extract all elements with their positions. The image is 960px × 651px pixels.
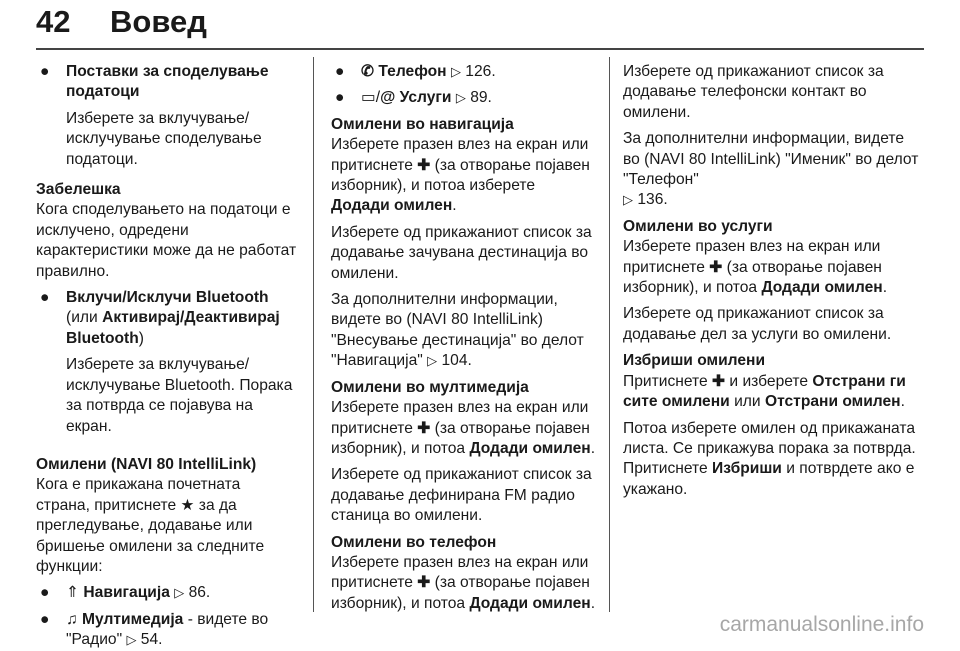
nav-fav-list-text: Изберете од прикажаниот список за додавање зачувана дестинација во омилени. [331, 223, 592, 282]
bullet-icon: ● [335, 89, 345, 107]
phone-fav-info-text: За дополнителни информации, видете во (NAVI 80 IntelliLink) "Именик" во делот "Телефон" [623, 130, 919, 189]
note-text: Кога споделувањето на податоци е исклучено, одредени карактеристики може да не работат правилно. [36, 201, 297, 280]
bullet-icon: ● [335, 63, 345, 80]
mm-fav-list-text: Изберете од прикажаниот список за додавање дефинирана FM радио станица во омилени. [331, 466, 592, 525]
mm-fav-text-b: (за отворање појавен изборник), и потоа [331, 419, 590, 457]
share-data-desc: Изберете за вклучување/исклучување споделување податоци. [66, 109, 262, 168]
navigation-label: Навигација [83, 584, 170, 602]
mm-fav-title: Омилени во мултимедија [331, 378, 529, 396]
bullet-icon: ● [40, 610, 50, 628]
phone-fav-text-b: (за отворање појавен изборник), и потоа [331, 574, 590, 612]
mm-fav-text [331, 398, 597, 459]
column-1 [36, 62, 298, 651]
mm-fav-text-a: Изберете празен влез на екран или притиснете [331, 399, 589, 437]
phone-fav-info-ref: 136. [637, 191, 668, 209]
nav-fav-info [331, 290, 597, 372]
services-fav-list-text: Изберете од прикажаниот список за додавање дел за услуги во омилени. [623, 305, 892, 343]
delete-fav-text [623, 372, 923, 413]
delete-fav-title: Избриши омилени [623, 352, 766, 370]
page-ref-arrow-icon: ▷ [126, 632, 137, 648]
mm-fav-end: . [590, 439, 596, 457]
bullet-icon: ● [40, 289, 50, 307]
page-ref-arrow-icon: ▷ [455, 90, 466, 106]
services-sep: / [375, 89, 381, 107]
plus-icon: ✚ [712, 372, 726, 390]
section-title: Вовед [110, 4, 207, 39]
page-ref-arrow-icon: ▷ [174, 585, 185, 601]
services-fav-text-b: (за отворање појавен изборник), и потоа [623, 258, 882, 297]
at-icon: @ [380, 89, 396, 107]
navigation-ref: 86. [188, 584, 211, 602]
phone-fav-info [623, 129, 923, 211]
phone-fav-list-text: Изберете од прикажаниот список за додавање телефонски контакт во омилени. [623, 63, 884, 121]
phone-fav-title: Омилени во телефон [331, 533, 497, 551]
page-ref-arrow-icon: ▷ [450, 64, 461, 79]
favourites-text-b: за да прегледување, додавање или бришење омилени за следните функции: [36, 496, 265, 575]
plus-icon: ✚ [417, 574, 431, 592]
plus-icon: ✚ [417, 156, 431, 174]
add-favourite-label: Додади омилен [469, 439, 591, 457]
add-favourite-label: Додади омилен [331, 197, 453, 215]
nav-fav-text-b: (за отворање појавен изборник), и потоа изберете [331, 156, 590, 195]
phone-item [331, 62, 597, 82]
multimedia-item [36, 610, 298, 651]
multimedia-ref: 54. [140, 631, 163, 649]
phone-fav-end: . [590, 594, 596, 612]
share-data-item [36, 62, 298, 103]
phone-fav-text-a: Изберете празен влез на екран или притиснете [331, 553, 589, 592]
nav-fav-text-a: Изберете празен влез на екран или притиснете [331, 136, 589, 174]
plus-icon: ✚ [709, 258, 723, 276]
column-3 [623, 62, 923, 500]
music-icon: ♫ [66, 610, 78, 628]
navigation-item [36, 583, 298, 603]
page-ref-arrow-icon: ▷ [623, 192, 633, 208]
bluetooth-desc: Изберете за вклучување/исклучување Bluetooth. Порака за потврда се појавува на екран. [66, 356, 293, 435]
nav-fav-title: Омилени во навигација [331, 115, 514, 133]
column-divider-2 [609, 57, 610, 612]
delete-fav-or: или [734, 393, 761, 411]
delete-fav-confirm-b: и потврдете ако е укажано. [623, 460, 915, 498]
multimedia-label: Мултимедија [82, 610, 184, 628]
services-fav-text-a: Изберете празен влез на екран или притиснете [623, 238, 881, 276]
bullet-icon: ● [40, 584, 50, 602]
page-number: 42 [36, 4, 71, 39]
add-favourite-label: Додади омилен [761, 279, 883, 297]
note-title: Забелешка [36, 181, 121, 199]
navigation-icon: ⇑ [66, 584, 80, 602]
favourites-text [36, 475, 298, 577]
delete-fav-confirm-a: Потоа изберете омилен од прикажаната листа. Се прикажува порака за потврда. Притиснете [623, 419, 916, 478]
delete-fav-text-b: и изберете [729, 372, 809, 390]
remove-favourite-label: Отстрани омилен [764, 393, 901, 411]
nav-fav-end: . [452, 197, 457, 215]
phone-label: Телефон [378, 63, 447, 80]
services-label: Услуги [399, 89, 452, 107]
bluetooth-label-alt: Активирај/Деактивирај Bluetooth [66, 309, 280, 347]
remove-all-label: Отстрани ги сите омилени [623, 372, 906, 411]
delete-fav-text-a: Притиснете [623, 372, 708, 390]
bullet-icon: ● [40, 63, 50, 80]
services-fav-title: Омилени во услуги [623, 217, 773, 235]
services-ref: 89. [470, 89, 492, 107]
bluetooth-close: ) [138, 329, 144, 347]
nav-fav-info-ref: 104. [441, 352, 472, 370]
column-divider-1 [313, 57, 314, 612]
nav-fav-info-text: За дополнителни информации, видете во (NAVI 80 IntelliLink) "Внесување дестинација" во делот "Навигација" [331, 291, 584, 370]
bluetooth-item [36, 288, 298, 349]
phone-fav-text [331, 553, 597, 614]
delete-label: Избриши [712, 460, 782, 478]
page-ref-arrow-icon: ▷ [427, 353, 438, 369]
phone-ref: 126. [465, 63, 496, 80]
multimedia-text: - видете во "Радио" [66, 610, 269, 649]
column-2 [331, 62, 597, 614]
nav-fav-text [331, 135, 597, 217]
watermark: carmanualsonline.info [719, 613, 924, 636]
bluetooth-label: Вклучи/Исклучи Bluetooth [66, 289, 269, 307]
services-fav-text [623, 237, 923, 298]
share-data-label: Поставки за споделување податоци [66, 63, 269, 101]
page-header [36, 0, 924, 50]
phone-icon: ✆ [361, 63, 375, 80]
star-icon: ★ [180, 496, 195, 514]
services-fav-end: . [882, 279, 888, 297]
plus-icon: ✚ [417, 419, 431, 437]
services-item [331, 88, 597, 108]
bluetooth-or: (или [66, 309, 98, 327]
delete-fav-end: . [900, 393, 905, 411]
header-rule [36, 48, 924, 50]
favourites-text-a: Кога е прикажана почетната страна, притиснете [36, 476, 241, 514]
delete-fav-confirm [623, 419, 923, 501]
favourites-title: Омилени (NAVI 80 IntelliLink) [36, 455, 257, 473]
services-icon: ▭ [361, 89, 376, 107]
add-favourite-label: Додади омилен [469, 594, 591, 612]
